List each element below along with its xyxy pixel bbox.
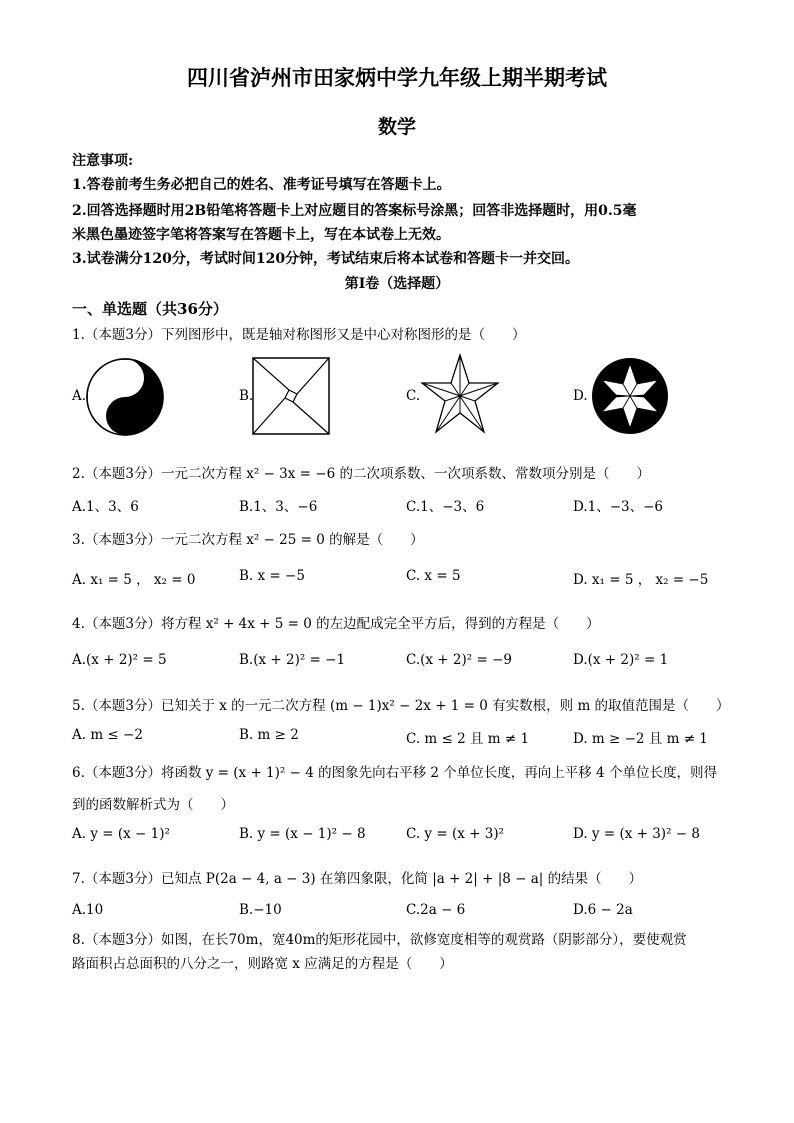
question-4-option-c: C.(x + 2)² = −9 [406,652,512,668]
question-5-option-c: C. m ≤ 2 且 m ≠ 1 [406,731,530,747]
exam-subject: 数学 [377,116,416,138]
question-5-option-d: D. m ≥ −2 且 m ≠ 1 [573,731,708,747]
question-4-stem: 4.（本题3分）将方程 x² + 4x + 5 = 0 的左边配成完全平方后，得到的方程是（ ） [72,616,600,632]
question-7-option-b: B.−10 [239,902,282,918]
question-6-option-d: D. y = (x + 3)² − 8 [573,826,700,842]
question-2-option-a: A.1、3、6 [72,499,139,515]
part-heading: 一、单选题（共36分） [72,300,228,318]
question-3-stem: 3.（本题3分）一元二次方程 x² − 25 = 0 的解是（ ） [72,532,424,548]
pinwheel-square-icon [252,357,330,435]
note-item-2-cont: 米黑色墨迹签字笔将答案写在答题卡上，写在本试卷上无效。 [72,227,450,243]
question-2-stem: 2.（本题3分）一元二次方程 x² − 3x = −6 的二次项系数、一次项系数、常数项分别是（ ） [72,466,650,482]
note-item-2: 2.回答选择题时用2B铅笔将答题卡上对应题目的答案标号涂黑；回答非选择题时，用0.5毫 [72,203,637,219]
question-5-option-a: A. m ≤ −2 [72,727,143,743]
question-1-option-b: B. [239,388,254,404]
note-item-3: 3.试卷满分120分，考试时间120分钟，考试结束后将本试卷和答题卡一并交回。 [72,251,580,267]
question-6-option-b: B. y = (x − 1)² − 8 [239,826,366,842]
question-6-stem-cont: 到的函数解析式为（ ） [72,797,234,813]
question-5-option-b: B. m ≥ 2 [239,727,299,743]
question-3-option-d: D. x₁ = 5 ， x₂ = −5 [573,572,709,588]
question-5-stem: 5.（本题3分）已知关于 x 的一元二次方程 (m − 1)x² − 2x + 1 = 0 有实数根，则 m 的取值范围是（ ） [72,698,730,714]
taiji-icon [85,357,165,437]
exam-title: 四川省泸州市田家炳中学九年级上期半期考试 [187,65,607,90]
question-6-option-c: C. y = (x + 3)² [406,826,504,842]
question-1-option-c: C. [406,388,421,404]
question-1-option-a: A. [72,388,87,404]
question-7-option-d: D.6 − 2a [573,902,633,918]
question-4-option-d: D.(x + 2)² = 1 [573,652,669,668]
question-3-option-b: B. x = −5 [239,568,305,584]
question-3-option-c: C. x = 5 [406,568,461,584]
question-8-stem-cont: 路面积占总面积的八分之一，则路宽 x 应满足的方程是（ ） [72,956,453,972]
question-1-stem: 1.（本题3分）下列图形中，既是轴对称图形又是中心对称图形的是（ ） [72,327,526,343]
question-8-stem: 8.（本题3分）如图，在长70m，宽40m的矩形花园中，欲修宽度相等的观赏路（阴影部分），要使观赏 [72,932,687,948]
note-item-1: 1.答卷前考生务必把自己的姓名、准考证号填写在答题卡上。 [72,177,451,193]
question-4-option-a: A.(x + 2)² = 5 [72,652,167,668]
six-point-star-circle-icon [590,356,670,436]
question-4-option-b: B.(x + 2)² = −1 [239,652,346,668]
question-7-option-c: C.2a − 6 [406,902,466,918]
notes-heading: 注意事项: [72,153,134,169]
question-3-option-a: A. x₁ = 5 ， x₂ = 0 [72,572,196,588]
question-7-option-a: A.10 [72,902,104,918]
question-2-option-c: C.1、−3、6 [406,499,485,515]
volume-heading: 第I卷（选择题） [344,276,450,292]
question-6-stem: 6.（本题3分）将函数 y = (x + 1)² − 4 的图象先向右平移 2 个单位长度，再向上平移 4 个单位长度，则得 [72,765,717,781]
question-1-option-d: D. [573,388,588,404]
question-6-option-a: A. y = (x − 1)² [72,826,170,842]
question-2-option-d: D.1、−3、−6 [573,499,664,515]
question-2-option-b: B.1、3、−6 [239,499,318,515]
question-7-stem: 7.（本题3分）已知点 P(2a − 4, a − 3) 在第四象限，化简 |a + 2| + |8 − a| 的结果（ ） [72,871,643,887]
five-point-star-icon [420,353,500,435]
